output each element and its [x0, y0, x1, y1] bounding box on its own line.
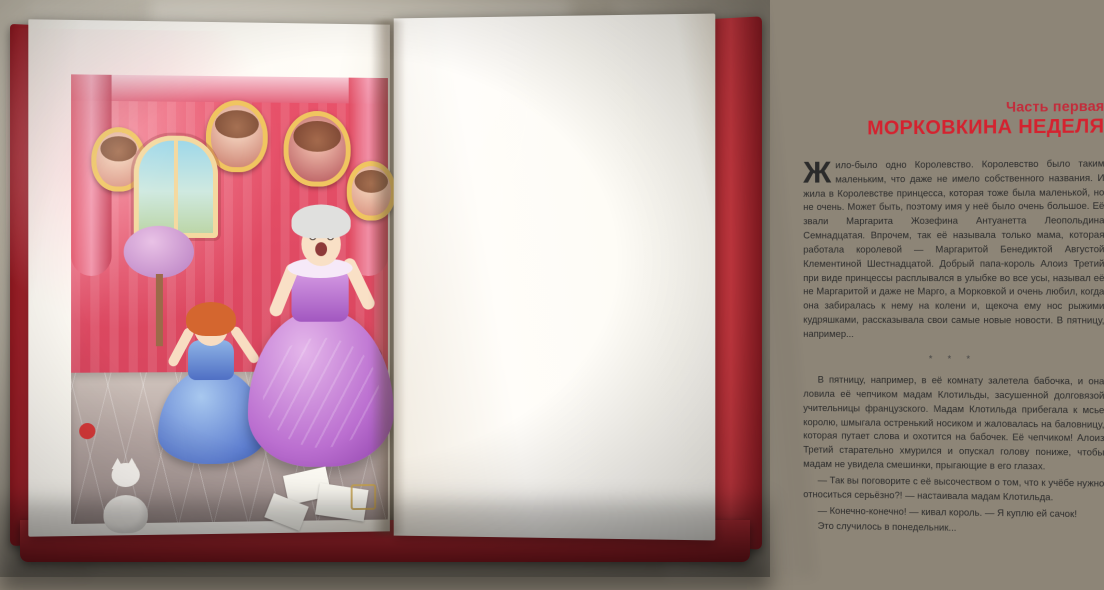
section-divider: * * *	[928, 353, 977, 364]
part-title: МОРКОВКИНА НЕДЕЛЯ	[867, 115, 1104, 140]
book-gutter	[372, 20, 404, 535]
book-page-right	[394, 14, 1104, 541]
paragraph-1-text: ило-было одно Королевство. Королевство было таким маленьким, что даже не имело собственного названия. И жила в Королевстве принцесса, которая тоже была маленькой, но не очень. Может быть, поэтому имя у неё было очень большое. Её звали Маргарита Жозефина Антуанетта Леопольдина Семнадцатая. Впрочем, так её называла только мама, которая работала королевой — Маргаритой Бенедиктой Августой Клементиной Шестнадцатой. Добрый папа-король Алоиз Третий при виде принцессы расплывался в улыбке во все усы, называл её не Маргаритой и даже не Марго, а Морковкой и очень любил, когда она забиралась к нему на колени и, щекоча ему нос рыжими кудряшками, рассказывала свои самые новые новости. В пятницу, например...	[803, 158, 1104, 339]
lamp-shade	[124, 226, 194, 278]
red-ball	[79, 423, 95, 439]
queen-mouth	[315, 242, 327, 256]
table-shadow	[0, 500, 770, 590]
drop-cap: Ж	[803, 156, 832, 190]
book-illustration	[71, 74, 388, 524]
ceiling-band	[71, 74, 388, 103]
paragraph-1	[803, 157, 1104, 342]
princess-hair	[186, 302, 236, 336]
paragraph-4: — Конечно-конечно! — кивал король. — Я куплю ей сачок!	[817, 505, 1077, 519]
window	[134, 135, 218, 238]
text-column	[803, 98, 1104, 540]
page-sheen-right	[394, 14, 716, 541]
part-label: Часть первая	[1006, 98, 1104, 115]
wall-portrait-3	[284, 111, 351, 187]
paragraph-3: — Так вы поговорите с её высочеством о том, что к учёбе нужно относиться серьёзно?! — настаивала мадам Клотильда.	[803, 474, 1104, 503]
paragraph-2: В пятницу, например, в её комнату залетела бабочка, и она ловила её чепчиком мадам Клотильды, засушенной долговязой учительницы французского. Мадам Клотильда прибегала к мсье королю, шмыгала остренький носиком и жаловалась на баловницу, которая путает слова и охотится на бабочек. Её чепчиком! Алоиз Третий старательно хмурился и опускал голову пониже, чтобы мадам не увидела смешинки, прыгающие в его глазах.	[803, 374, 1104, 472]
book-page-left	[28, 19, 390, 536]
body-text	[803, 157, 1104, 538]
portrait-hair	[293, 121, 341, 152]
paragraph-5: Это случилось в понедельник...	[817, 521, 957, 534]
portrait-hair	[215, 110, 258, 139]
queen-hair	[292, 204, 351, 238]
portrait-hair	[100, 136, 137, 161]
cat-head	[112, 463, 140, 487]
